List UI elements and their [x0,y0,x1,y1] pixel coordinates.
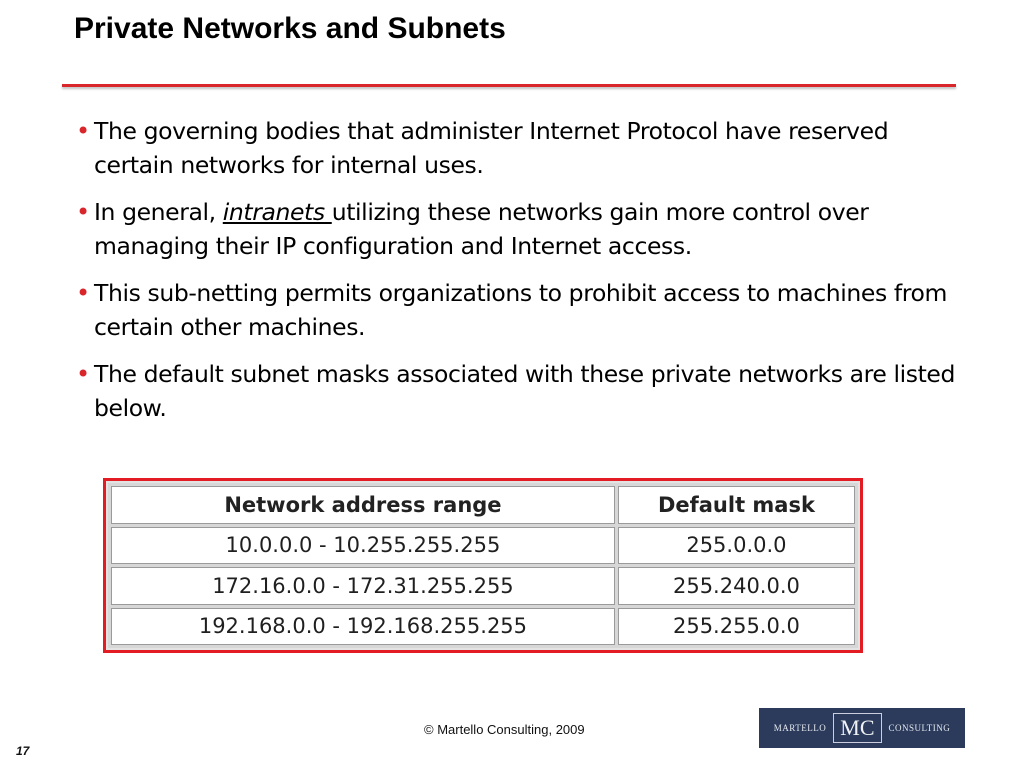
logo-text-left: MARTELLO [773,723,827,733]
page-number: 17 [16,744,30,758]
cell-network-range: 172.16.0.0 - 172.31.255.255 [111,567,615,605]
subnet-table-frame [103,478,863,653]
intranets-term: intranets [222,198,332,226]
bullet-icon: • [76,117,90,145]
header-default-mask: Default mask [618,486,855,524]
bullet-item [76,357,956,425]
bullet-text: The governing bodies that administer Internet Protocol have reserved certain networks for internal uses. [94,117,889,179]
logo-mark: MC [833,713,881,743]
cell-default-mask: 255.255.0.0 [618,608,855,646]
bullet-text: This sub-netting permits organizations to prohibit access to machines from certain other machines. [94,279,947,341]
table-row [111,567,855,605]
bullet-icon: • [76,279,90,307]
cell-default-mask: 255.240.0.0 [618,567,855,605]
title-divider [62,84,956,87]
bullet-item [76,114,956,182]
bullet-item [76,195,956,263]
cell-network-range: 192.168.0.0 - 192.168.255.255 [111,608,615,646]
bullet-text-after: utilizing these networks gain more control over managing their IP configuration and Internet access. [94,198,869,260]
header-network-range: Network address range [111,486,615,524]
bullet-item [76,276,956,344]
company-logo [759,708,965,748]
logo-text-right: CONSULTING [888,723,951,733]
bullet-text-before: In general, [94,198,223,226]
bullet-icon: • [76,360,90,388]
bullet-list [76,114,956,438]
table-row [111,527,855,565]
bullet-text: The default subnet masks associated with these private networks are listed below. [94,360,955,422]
table-header-row [111,486,855,524]
cell-network-range: 10.0.0.0 - 10.255.255.255 [111,527,615,565]
cell-default-mask: 255.0.0.0 [618,527,855,565]
bullet-icon: • [76,198,90,226]
slide-title: Private Networks and Subnets [74,12,506,45]
subnet-table [108,483,858,648]
footer-copyright: © Martello Consulting, 2009 [424,722,585,737]
table-row [111,608,855,646]
